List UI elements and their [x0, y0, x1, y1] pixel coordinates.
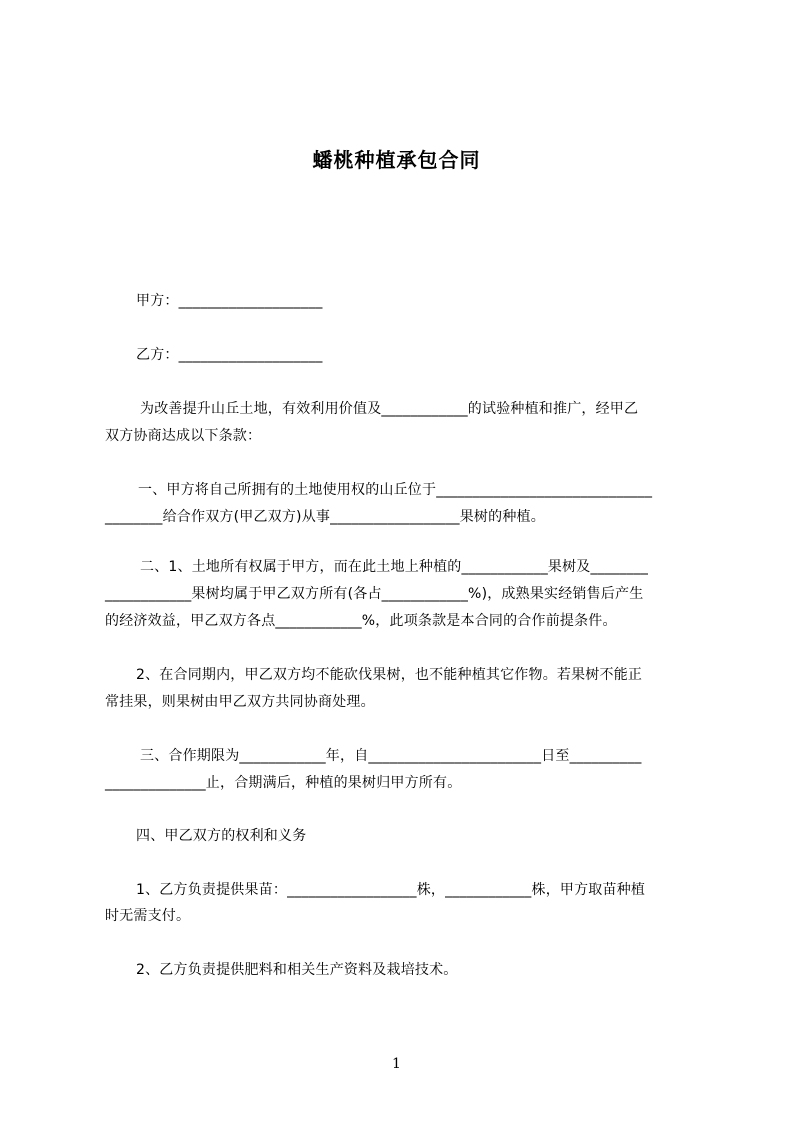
clause-2-1-line-2: ____________果树均属于甲乙双方所有(各占____________%)，成熟果实经销售后产生	[105, 586, 644, 602]
clause-4-2-line: 2、乙方负责提供肥料和相关生产资料及栽培技术。	[136, 962, 458, 978]
clause-2-1-line-3: 的经济效益，甲乙双方各点____________%，此项条款是本合同的合作前提条件。	[105, 613, 617, 629]
page-number: 1	[392, 1056, 401, 1072]
clause-4-1-line-1: 1、乙方负责提供果苗：__________________株，____________株，甲方取苗种植	[136, 882, 646, 898]
intro-line-1: 为改善提升山丘土地，有效利用价值及____________的试验种植和推广，经甲乙	[140, 401, 639, 417]
clause-2-2-line-2: 常挂果，则果树由甲乙双方共同协商处理。	[105, 694, 375, 710]
intro-line-2: 双方协商达成以下条款：	[105, 428, 262, 444]
clause-4-1-line-2: 时无需支付。	[105, 908, 191, 924]
clause-3-line-1: 三、合作期限为____________年，自________________________日至__________	[140, 748, 642, 764]
clause-1-line-1: 一、甲方将自己所拥有的土地使用权的山丘位于______________________________	[138, 482, 653, 498]
clause-1-line-2: ________给合作双方(甲乙双方)从事__________________果树的种植。	[105, 509, 545, 525]
party-b-line: 乙方：____________________	[136, 347, 323, 363]
clause-2-2-line-1: 2、在合同期内，甲乙双方均不能砍伐果树，也不能种植其它作物。若果树不能正	[136, 667, 643, 683]
document-title: 蟠桃种植承包合同	[312, 148, 481, 172]
clause-4-heading: 四、甲乙双方的权利和义务	[136, 828, 307, 844]
party-a-line: 甲方：____________________	[136, 293, 323, 309]
clause-2-1-line-1: 二、1、土地所有权属于甲方，而在此土地上种植的____________果树及________	[140, 559, 649, 575]
clause-3-line-2: ______________止，合期满后，种植的果树归甲方所有。	[105, 775, 462, 791]
